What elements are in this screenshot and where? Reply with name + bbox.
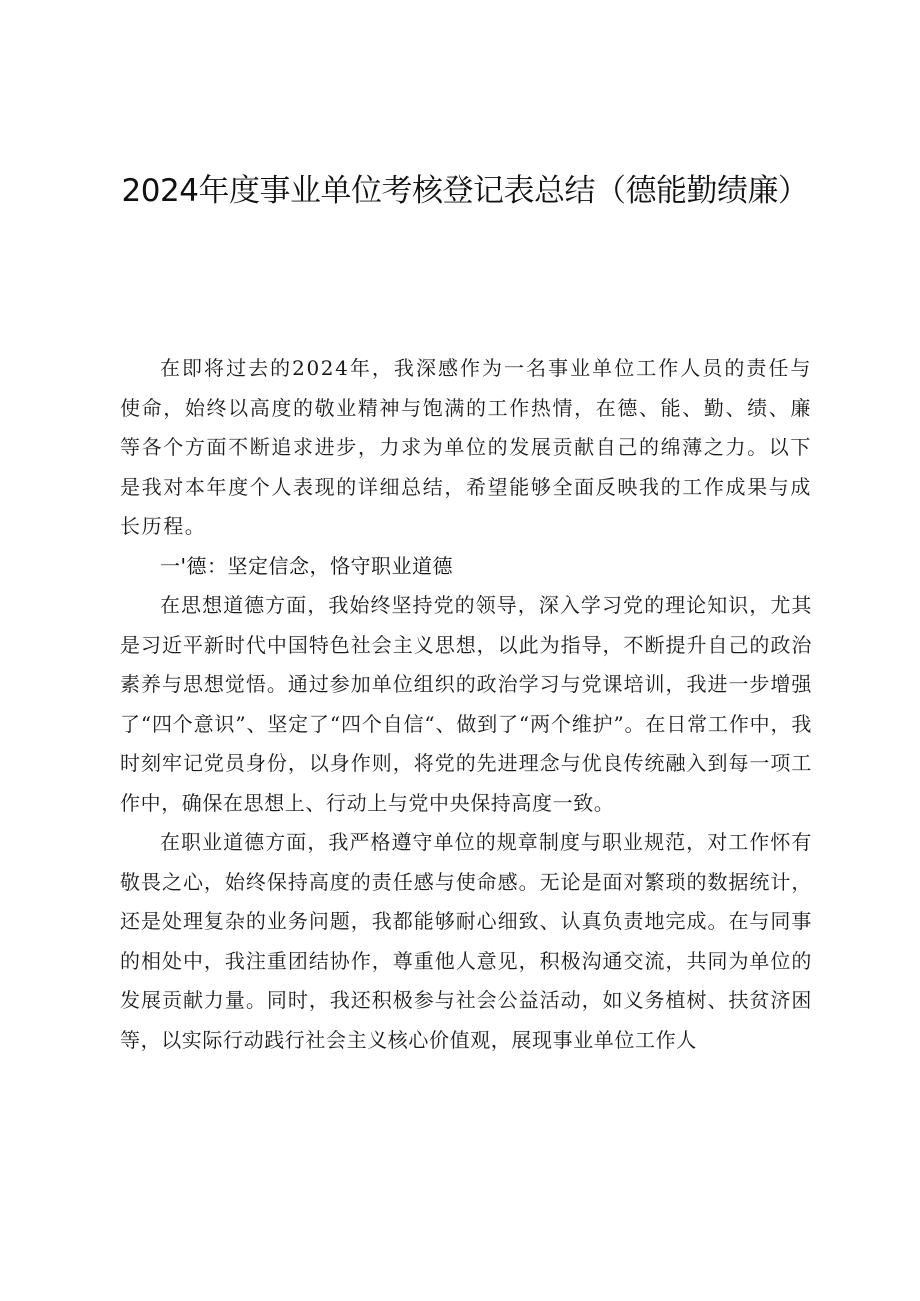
body-paragraph: 在职业道德方面，我严格遵守单位的规章制度与职业规范，对工作怀有敬畏之心，始终保持高度的责任感与使命感。无论是面对繁琐的数据统计，还是处理复杂的业务问题，我都能够耐心细致、认真负责地完成。在与同事的相处中，我注重团结协作，尊重他人意见，积极沟通交流，共同为单位的发展贡献力量。同时，我还积极参与社会公益活动，如义务植树、扶贫济困等，以实际行动践行社会主义核心价值观，展现事业单位工作人 <box>120 830 812 1052</box>
intro-paragraph: 在即将过去的2024年，我深感作为一名事业单位工作人员的责任与使命，始终以高度的敬业精神与饱满的工作热情，在德、能、勤、绩、廉等各个方面不断追求进步，力求为单位的发展贡献自己的绵薄之力。以下是我对本年度个人表现的详细总结，希望能够全面反映我的工作成果与成长历程。 <box>120 356 812 538</box>
section-heading: 一'德：坚定信念，恪守职业道德 <box>160 553 453 578</box>
document-body <box>120 349 812 1060</box>
document-title: 2024年度事业单位考核登记表总结（德能勤绩廉） <box>121 173 809 209</box>
body-paragraph: 在思想道德方面，我始终坚持党的领导，深入学习党的理论知识，尤其是习近平新时代中国特色社会主义思想，以此为指导，不断提升自己的政治素养与思想觉悟。通过参加单位组织的政治学习与党课培训，我进一步增强了“四个意识”、坚定了“四个自信“、做到了“两个维护”。在日常工作中，我时刻牢记党员身份，以身作则，将党的先进理念与优良传统融入到每一项工作中，确保在思想上、行动上与党中央保持高度一致。 <box>120 593 812 815</box>
